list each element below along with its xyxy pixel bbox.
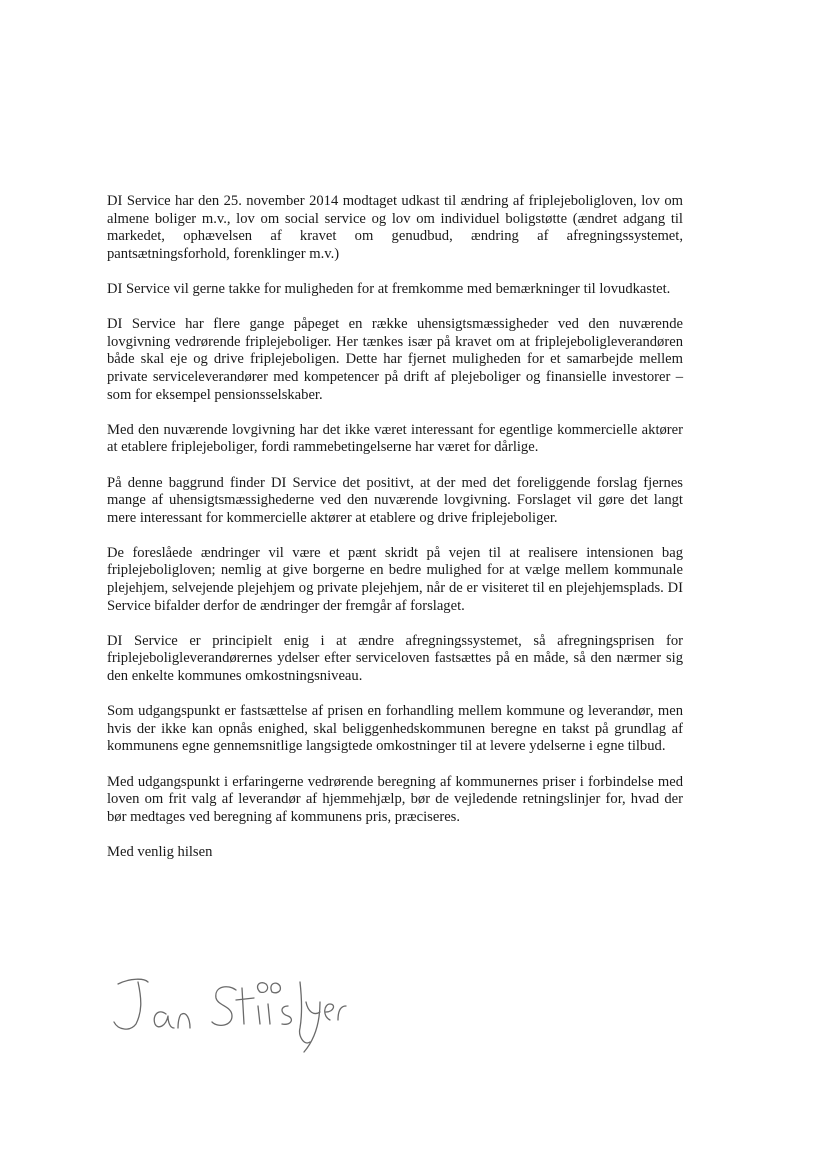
paragraph-settlement-system: DI Service er principielt enig i at ændre afregningssystemet, så afregningsprisen for friplejeboligleverandørernes ydelser efter serviceloven fastsættes på en måde, så den nærmer sig den enkelte kommunes omkostningsniveau. bbox=[107, 632, 683, 685]
paragraph-receipt-of-draft: DI Service har den 25. november 2014 modtaget udkast til ændring af friplejeboligloven, lov om almene boliger m.v., lov om social service og lov om individuel boligstøtte (ændret adgang til markedet, ophævelsen af kravet om genudbud, ændring af afregningssystemet, pantsætningsforhold, forenklinger m.v.) bbox=[107, 193, 683, 262]
paragraph-commercial-actors: Med den nuværende lovgivning har det ikke været interessant for egentlige kommercielle aktører at etablere friplejeboliger, fordi rammebetingelserne har været for dårlige. bbox=[107, 421, 683, 456]
signature-icon bbox=[108, 972, 348, 1056]
paragraph-price-negotiation: Som udgangspunkt er fastsættelse af prisen en forhandling mellem kommune og leverandør, men hvis der ikke kan opnås enighed, skal beliggenhedskommunen beregne en takst på grundlag af kommunens egne gennemsnitlige langsigtede omkostninger til at levere ydelserne i egne tilbud. bbox=[107, 703, 683, 755]
closing-greeting: Med venlig hilsen bbox=[107, 843, 213, 860]
paragraph-thanks: DI Service vil gerne takke for muligheden for at fremkomme med bemærkninger til lovudkastet. bbox=[107, 280, 671, 297]
handwritten-signature bbox=[108, 972, 348, 1056]
letter-body bbox=[107, 193, 683, 862]
paragraph-positive-view: På denne baggrund finder DI Service det positivt, at der med det foreliggende forslag fjernes mange af uhensigtsmæssighederne ved den nuværende lovgivning. Forslaget vil gøre det langt mere interessant for kommercielle aktører at etablere og drive friplejeboliger. bbox=[107, 474, 683, 526]
paragraph-guidelines: Med udgangspunkt i erfaringerne vedrørende beregning af kommunernes priser i forbindelse med loven om frit valg af leverandør af hjemmehjælp, bør de vejledende retningslinjer for, hvad der bør medtages ved beregning af kommunens pris, præciseres. bbox=[107, 773, 683, 825]
paragraph-proposed-changes: De foreslåede ændringer vil være et pænt skridt på vejen til at realisere intensionen bag friplejeboligloven; nemlig at give borgerne en bedre mulighed for at vælge mellem kommunale plejehjem, selvejende plejehjem og private plejehjem, når de er visiteret til en plejehjemsplads. DI Service bifalder derfor de ændringer der fremgår af forslaget. bbox=[107, 544, 683, 614]
paragraph-current-issues: DI Service har flere gange påpeget en række uhensigtsmæssigheder ved den nuværende lovgivning vedrørende friplejeboliger. Her tænkes især på kravet om at friplejeboligleverandøren både skal eje og drive friplejeboligen. Dette har fjernet muligheden for et samarbejde mellem private serviceleverandører med kompetencer på drift af plejeboliger og finansielle investorer – som for eksempel pensionsselskaber. bbox=[107, 316, 683, 403]
